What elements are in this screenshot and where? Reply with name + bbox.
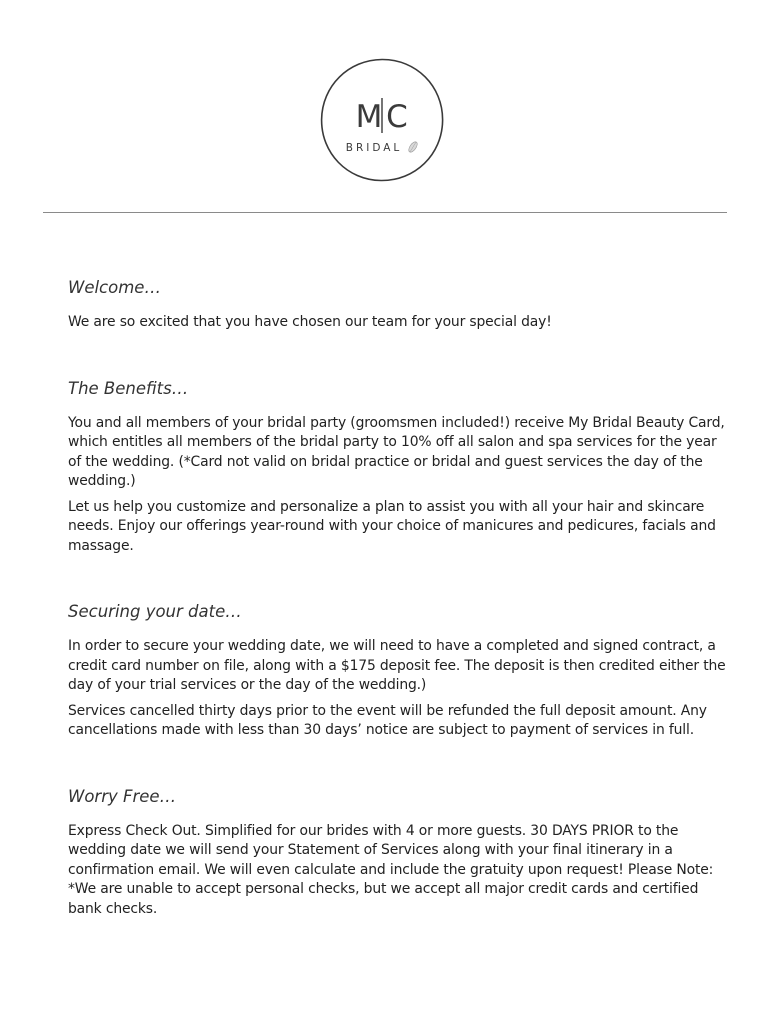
section-benefits (68, 377, 726, 557)
section-welcome (68, 276, 726, 333)
section-worry-free (68, 785, 726, 920)
logo-graphic (319, 57, 445, 183)
leaf-icon (407, 140, 419, 153)
logo-monogram-m: M (355, 99, 383, 135)
logo-subtitle: BRIDAL (345, 142, 403, 154)
section-heading-securing-date: Securing your date… (68, 602, 242, 621)
benefits-paragraph-2: Let us help you customize and personalize a plan to assist you with all your hair and skincare needs. Enjoy our offerings year-round with your choice of manicures and pedicures, facials and massage. (68, 498, 716, 554)
section-securing-date (68, 600, 726, 741)
worry-free-paragraph: Express Check Out. Simplified for our brides with 4 or more guests. 30 DAYS PRIOR to the wedding date we will send your Statement of Services along with your final itinerary in a confirmation email. We will even calculate and include the gratuity upon request! Please Note: *We are unable to accept personal checks, but we accept all major credit cards and certified bank checks. (68, 822, 714, 917)
benefits-paragraph-1: You and all members of your bridal party (groomsmen included!) receive My Bridal Beauty Card, which entitles all members of the bridal party to 10% off all salon and spa services for the year of the wedding. (*Card not valid on bridal practice or bridal and guest services the day of the wedding.) (68, 414, 725, 489)
section-heading-welcome: Welcome… (68, 278, 161, 297)
mc-bridal-logo (319, 57, 445, 183)
securing-paragraph-1: In order to secure your wedding date, we will need to have a completed and signed contract, a credit card number on file, along with a $175 deposit fee. The deposit is then credited either the day of your trial services or the day of the wedding.) (68, 638, 726, 693)
section-heading-benefits: The Benefits… (68, 378, 189, 398)
document-body (68, 276, 726, 925)
logo-monogram-c: C (386, 99, 408, 135)
header-divider (43, 212, 727, 213)
section-heading-worry-free: Worry Free… (68, 786, 177, 806)
securing-paragraph-2: Services cancelled thirty days prior to the event will be refunded the full deposit amount. Any cancellations made with less than 30 days’ notice are subject to payment of services in full. (68, 702, 707, 738)
welcome-paragraph: We are so excited that you have chosen our team for your special day! (68, 314, 552, 330)
